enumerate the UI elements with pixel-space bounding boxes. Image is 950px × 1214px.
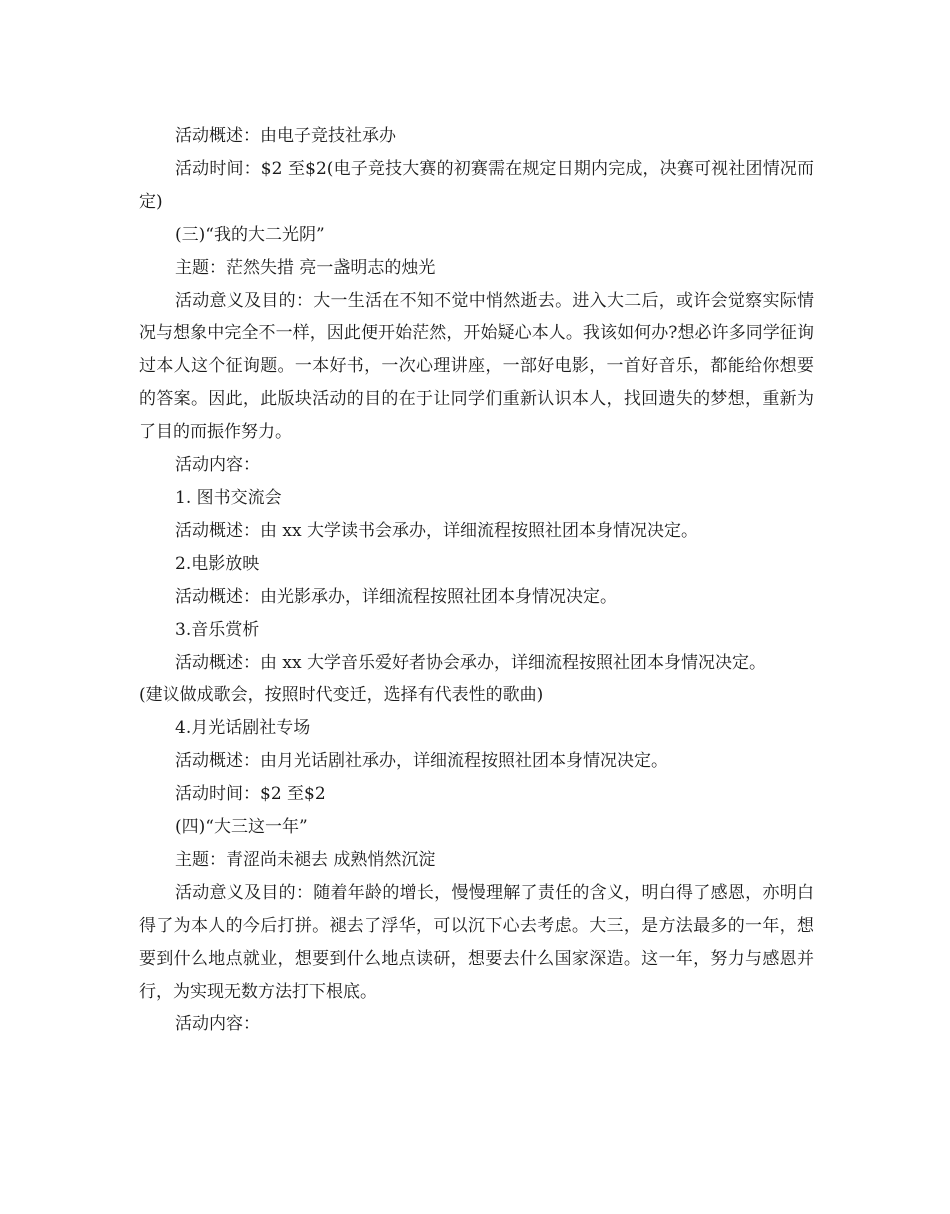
paragraph-theme-3: 主题：茫然失措 亮一盏明志的烛光 <box>175 257 436 278</box>
paragraph-content-label-3: 活动内容： <box>175 455 260 476</box>
paragraph-summary-music-appreciation: 活动概述：由 xx 大学音乐爱好者协会承办，详细流程按照社团本身情况决定。 <box>175 652 766 673</box>
paragraph-summary-drama-club: 活动概述：由月光话剧社承办，详细流程按照社团本身情况决定。 <box>175 751 668 772</box>
paragraph-purpose-4: 活动意义及目的：随着年龄的增长，慢慢理解了责任的含义，明白得了感恩，亦明白得了为本人的今后打拼。褪去了浮华，可以沉下心去考虑。大三，是方法最多的一年，想要到什么地点就业，想要到什么地点读研，想要去什么国家深造。这一年，努力与感恩并行，为实现无数方法打下根底。 <box>139 882 814 1002</box>
paragraph-purpose-3: 活动意义及目的：大一生活在不知不觉中悄然逝去。进入大二后，或许会觉察实际情况与想象中完全不一样，因此便开始茫然，开始疑心本人。我该如何办?想必许多同学征询过本人这个征询题。一本好书，一次心理讲座，一部好电影，一首好音乐，都能给你想要的答案。因此，此版块活动的目的在于让同学们重新认识本人，找回遗失的梦想，重新为了目的而振作努力。 <box>139 290 814 443</box>
paragraph-activity-summary-esports: 活动概述：由电子竞技社承办 <box>175 126 396 146</box>
list-item-music-appreciation: 3.音乐赏析 <box>175 619 260 640</box>
paragraph-theme-4: 主题：青涩尚未褪去 成熟悄然沉淀 <box>175 849 436 870</box>
paragraph-summary-book-exchange: 活动概述：由 xx 大学读书会承办，详细流程按照社团本身情况决定。 <box>175 520 698 541</box>
list-item-drama-club: 4.月光话剧社专场 <box>175 718 311 739</box>
document-body <box>139 120 814 1041</box>
list-item-film-screening: 2.电影放映 <box>175 553 260 574</box>
list-item-book-exchange: 1. 图书交流会 <box>175 487 282 508</box>
paragraph-summary-film-screening: 活动概述：由光影承办，详细流程按照社团本身情况决定。 <box>175 586 617 607</box>
section-heading-3: (三)“我的大二光阴” <box>175 224 325 245</box>
paragraph-activity-time-3: 活动时间：$2 至$2 <box>175 784 326 805</box>
paragraph-content-label-4: 活动内容： <box>175 1014 260 1035</box>
paragraph-music-suggestion: (建议做成歌会，按照时代变迁，选择有代表性的歌曲) <box>139 685 544 706</box>
section-heading-4: (四)“大三这一年” <box>175 817 308 838</box>
paragraph-activity-time-esports: 活动时间：$2 至$2(电子竞技大赛的初赛需在规定日期内完成，决赛可视社团情况而定) <box>139 158 814 212</box>
